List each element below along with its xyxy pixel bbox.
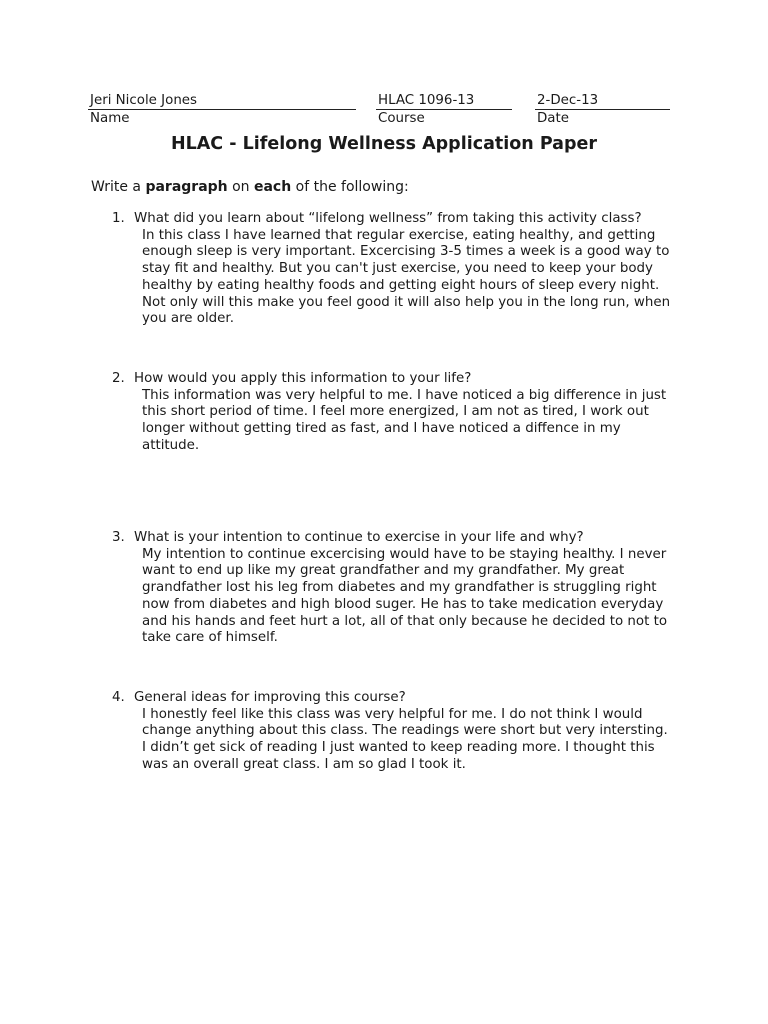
- instructions-bold-each: each: [253, 179, 292, 195]
- answer-text: I honestly feel like this class was very helpful for me. I do not think I would change anything about this class. The readings were short but very intersting. I didn’t get sick of reading I just wanted to keep reading more. I thought this was an overall great class. I am so glad I took it.: [142, 706, 668, 772]
- question-number: 2.: [112, 371, 125, 386]
- question-item-2: [112, 371, 672, 455]
- answer-text: My intention to continue excercising would have to be staying healthy. I never want to end up like my great grandfather and my grandfather. My great grandfather lost his leg from diabetes and my grandfather is struggling right now from diabetes and high blood suger. He has to take medication everyday and his hands and feet hurt a lot, all of that only because he decided to not to take care of himself.: [142, 546, 668, 646]
- name-field: [88, 92, 356, 127]
- instructions-suffix: of the following:: [291, 179, 409, 195]
- question-item-1: [112, 211, 672, 328]
- page-title: HLAC - Lifelong Wellness Application Paper: [170, 134, 598, 154]
- question-text: What is your intention to continue to exercise in your life and why?: [134, 530, 584, 545]
- question-number: 3.: [112, 530, 125, 545]
- instructions-middle: on: [227, 179, 254, 195]
- course-field: [376, 92, 512, 127]
- answer-text: In this class I have learned that regular exercise, eating healthy, and getting enough sleep is very important. Excercising 3-5 times a week is a good way to stay fit and healthy. But you can't just exercise, you need to keep your body healthy by eating healthy foods and getting eight hours of sleep every night. Not only will this make you feel good it will also help you in the long run, when you are older.: [142, 227, 671, 327]
- date-field: [535, 92, 670, 127]
- instructions: [91, 177, 409, 197]
- name-value: Jeri Nicole Jones: [88, 92, 356, 110]
- question-item-4: [112, 690, 672, 774]
- instructions-prefix: Write a: [91, 179, 146, 195]
- question-number: 1.: [112, 211, 125, 226]
- date-value: 2-Dec-13: [535, 92, 670, 110]
- answer-text: This information was very helpful to me. I have noticed a big difference in just this short period of time. I feel more energized, I am not as tired, I work out longer without getting tired as fast, and I have noticed a diffence in my attitude.: [142, 387, 667, 453]
- question-text: How would you apply this information to your life?: [134, 371, 472, 386]
- instructions-bold-paragraph: paragraph: [145, 179, 228, 195]
- question-text: General ideas for improving this course?: [134, 690, 406, 705]
- question-number: 4.: [112, 690, 125, 705]
- question-text: What did you learn about “lifelong wellness” from taking this activity class?: [134, 211, 642, 226]
- date-label: Date: [537, 111, 570, 126]
- course-value: HLAC 1096-13: [376, 92, 512, 110]
- question-item-3: [112, 530, 672, 647]
- name-label: Name: [90, 111, 130, 126]
- course-label: Course: [378, 111, 425, 126]
